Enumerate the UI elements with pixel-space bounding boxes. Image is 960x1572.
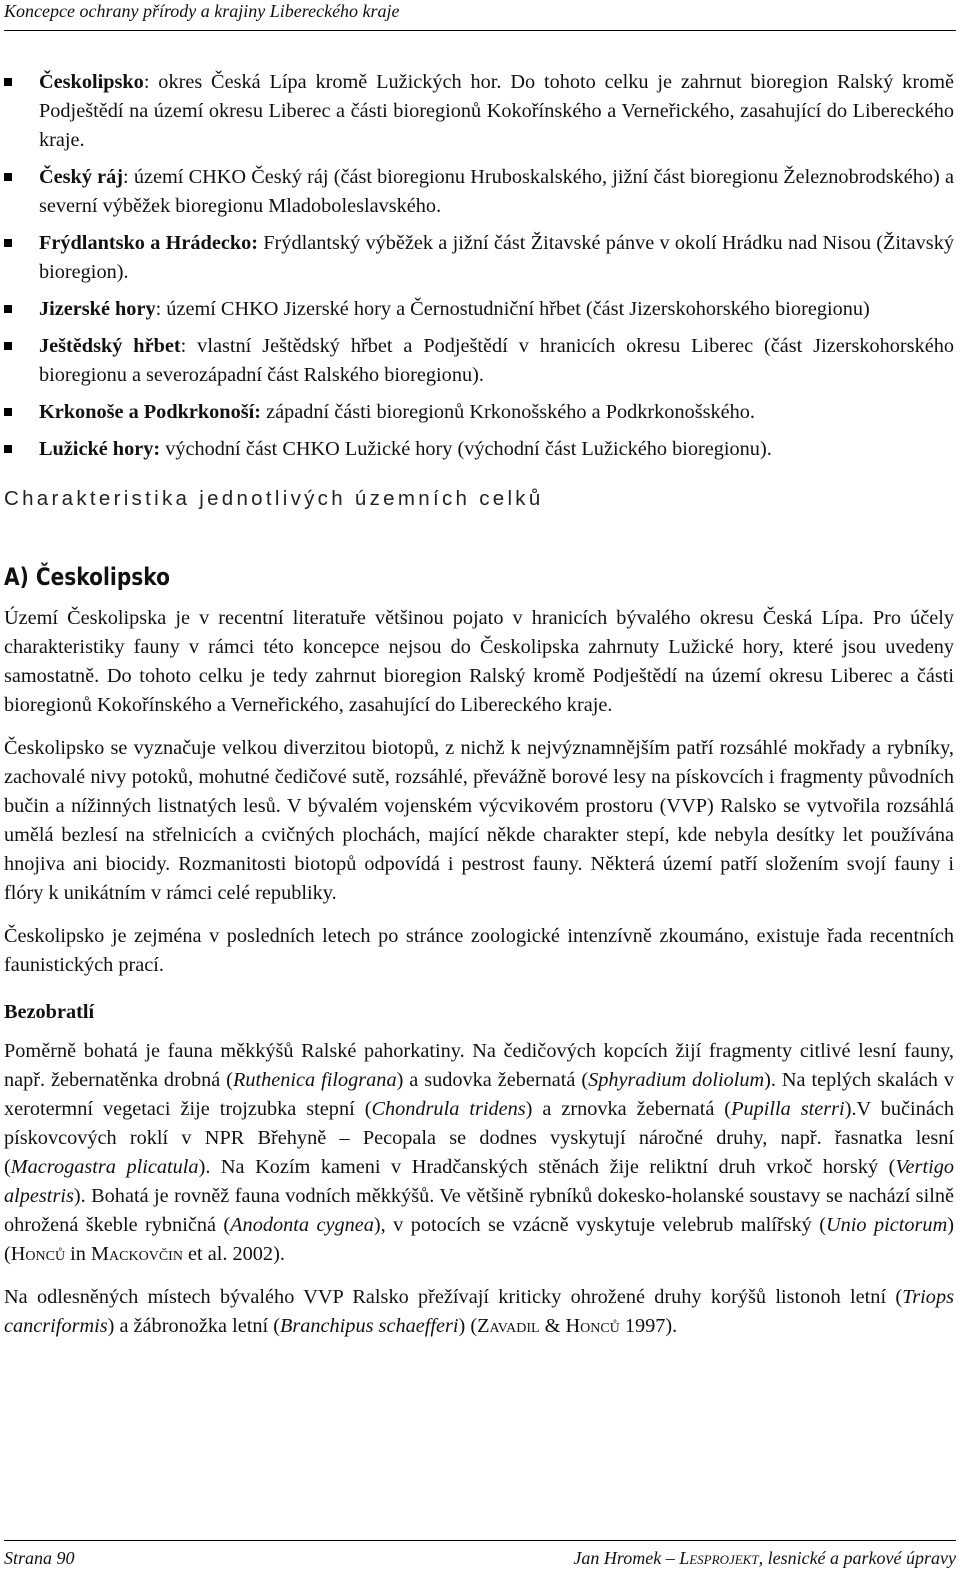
bullet-icon <box>4 239 12 247</box>
species-name: Anodonta cygnea <box>230 1214 374 1236</box>
list-item <box>4 229 954 287</box>
region-name: Jizerské hory <box>39 298 156 320</box>
footer-author: Jan Hromek – Lesprojekt, lesnické a parkové úpravy <box>573 1548 956 1568</box>
paragraph-biotopes: Českolipsko se vyznačuje velkou diverzitou biotopů, z nichž k nejvýznamnějším patří rozsáhlé mokřady a rybníky, zachovalé nivy potoků, mohutné čedičové sutě, rozsáhlé, převážně borové lesy na pískovcích i fragmenty původních bučin a nížinných listnatých lesů. V bývalém vojenském výcvikovém prostoru (VVP) Ralsko se vytvořila rozsáhlá umělá bezlesí na střelnicích a cvičných plochách, mající někde charakter stepí, kde nebyla desítky let používána hnojiva ani biocidy. Rozmanitosti biotopů odpovídá i pestrost fauny. Některá území patří složením svojí fauny i flóry k unikátním v rámci celé republiky. <box>4 737 954 904</box>
page-header <box>4 0 956 31</box>
citation-author: Honců <box>565 1315 620 1337</box>
region-name: Lužické hory: <box>39 438 161 460</box>
bullet-icon <box>4 305 12 313</box>
species-name: Sphyradium doliolum <box>588 1069 765 1091</box>
bullet-icon <box>4 342 12 350</box>
paragraph-research: Českolipsko je zejména v posledních letech po stránce zoologické intenzívně zkoumáno, existuje řada recentních faunistických prací. <box>4 925 954 976</box>
page-footer <box>4 1540 956 1572</box>
region-description: vlastní Ještědský hřbet a Podještědí v hranicích okresu Liberec (část Jizerskohorského bioregionu a severozápadní část Ralského bioregionu). <box>39 335 954 386</box>
region-description: západní části bioregionů Krkonošského a Podkrkonošského. <box>261 401 756 423</box>
bullet-icon <box>4 78 12 86</box>
region-description: Frýdlantský výběžek a jižní část Žitavské pánve v okolí Hrádku nad Nisou (Žitavský bioregion). <box>39 232 954 283</box>
footer-company: Lesprojekt <box>679 1548 759 1568</box>
citation-author: Zavadil <box>477 1315 540 1337</box>
region-description: okres Česká Lípa kromě Lužických hor. Do tohoto celku je zahrnut bioregion Ralský kromě Podještědí na území okresu Liberec a části bioregionů Kokořínského a Verneřického, zasahující do Libereckého kraje. <box>39 71 954 151</box>
subsection-heading: A) Českolipsko <box>4 563 170 591</box>
species-name: Triops cancriformis <box>4 1286 954 1337</box>
header-title: Koncepce ochrany přírody a krajiny Libereckého kraje <box>4 1 400 21</box>
region-description: území CHKO Český ráj (část bioregionu Hruboskalského, jižní část bioregionu Železnobrodského) a severní výběžek bioregionu Mladoboleslavského. <box>39 166 954 217</box>
paragraph-molluscs: Poměrně bohatá je fauna měkkýšů Ralské pahorkatiny. Na čedičových kopcích žijí fragmenty citlivé lesní fauny, např. žebernatěnka drobná (Ruthenica filograna) a sudovka žebernatá (Sphyradium doliolum). Na teplých skalách v xerotermní vegetaci žije trojzubka stepní (Chondrula tridens) a zrnovka žebernatá (Pupilla sterri).V bučinách pískovcových roklí v NPR Břehyně – Pecopala se dodnes vyskytují náročné druhy, např. řasnatka lesní (Macrogastra plicatula). Na Kozím kameni v Hradčanských stěnách žije reliktní druh vrkoč horský (Vertigo alpestris). Bohatá je rovněž fauna vodních měkkýšů. Ve většině rybníků dokesko-holanské soustavy se nachází silně ohrožená škeble rybničná (Anodonta cygnea), v potocích se vzácně vyskytuje velebrub malířský (Unio pictorum) (Honců in Mackovčin et al. 2002). <box>4 1040 954 1265</box>
minor-heading: Bezobratlí <box>4 1001 95 1023</box>
region-name: Český ráj <box>39 166 124 188</box>
bullet-icon <box>4 408 12 416</box>
species-name: Unio pictorum <box>825 1214 948 1236</box>
region-name: Krkonoše a Podkrkonoší: <box>39 401 262 423</box>
list-item <box>4 435 954 464</box>
region-name: Ještědský hřbet <box>39 335 181 357</box>
list-item: Českolipsko: okres Česká Lípa kromě Lužických hor. Do tohoto celku je zahrnut bioregion Ralský kromě Podještědí na území okresu Liberec a části bioregionů Kokořínského a Verneřického, zasahující do Libereckého kraje. <box>4 68 954 155</box>
bullet-icon <box>4 445 12 453</box>
paragraph-territory: Území Českolipska je v recentní literatuře většinou pojato v hranicích bývalého okresu Česká Lípa. Pro účely charakteristiky fauny v rámci této koncepce nejsou do Českolipska zahrnuty Lužické hory, které jsou uvedeny samostatně. Do tohoto celku je tedy zahrnut bioregion Ralský kromě Podještědí na území okresu Liberec a části bioregionů Kokořínského a Verneřického, zasahující do Libereckého kraje. <box>4 607 954 716</box>
species-name: Chondrula tridens <box>371 1098 526 1120</box>
species-name: Vertigo alpestris <box>4 1156 954 1207</box>
bullet-icon <box>4 173 12 181</box>
species-name: Branchipus schaefferi <box>279 1315 459 1337</box>
citation-author: Mackovčin <box>91 1243 183 1265</box>
page-number: Strana 90 <box>4 1548 75 1568</box>
region-description: území CHKO Jizerské hory a Černostudniční hřbet (část Jizerskohorského bioregionu) <box>161 298 870 320</box>
citation-author: Honců <box>10 1243 66 1265</box>
region-name: Českolipsko <box>39 71 144 93</box>
region-name: Frýdlantsko a Hrádecko: <box>39 232 258 254</box>
list-item <box>4 398 954 427</box>
section-heading: Charakteristika jednotlivých územních celků <box>4 487 544 510</box>
region-description: východní část CHKO Lužické hory (východní část Lužického bioregionu). <box>160 438 772 460</box>
region-list <box>4 68 954 464</box>
species-name: Pupilla sterri <box>731 1098 845 1120</box>
species-name: Macrogastra plicatula <box>10 1156 199 1178</box>
document-body <box>4 68 954 1355</box>
list-item: Český ráj: území CHKO Český ráj (část bioregionu Hruboskalského, jižní část bioregionu Železnobrodského) a severní výběžek bioregionu Mladoboleslavského. <box>4 163 954 221</box>
species-name: Ruthenica filograna <box>232 1069 397 1091</box>
list-item: Ještědský hřbet: vlastní Ještědský hřbet a Podještědí v hranicích okresu Liberec (část Jizerskohorského bioregionu a severozápadní část Ralského bioregionu). <box>4 332 954 390</box>
paragraph-crustaceans: Na odlesněných místech bývalého VVP Ralsko přežívají kriticky ohrožené druhy korýšů listonoh letní (Triops cancriformis) a žábronožka letní (Branchipus schaefferi) (Zavadil & Honců 1997). <box>4 1286 954 1337</box>
list-item: Jizerské hory: území CHKO Jizerské hory a Černostudniční hřbet (část Jizerskohorského bioregionu) <box>4 295 954 324</box>
